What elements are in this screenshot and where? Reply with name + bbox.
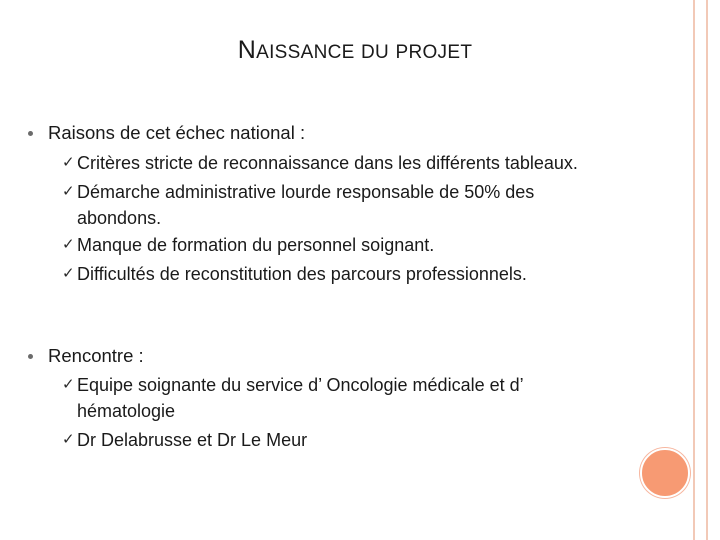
list-item-line: Equipe soignante du service d’ Oncologie médicale et d’ (77, 375, 524, 395)
list-item-text (77, 179, 662, 231)
checkmark-icon: ✓ (62, 431, 75, 448)
checkmark-icon: ✓ (62, 265, 75, 282)
list-item-line: Démarche administrative lourde responsable de 50% des (77, 182, 535, 202)
section-heading-raisons: Raisons de cet échec national : (48, 122, 306, 143)
section-heading-rencontre: Rencontre : (48, 345, 144, 366)
title-word-2: DU (361, 42, 390, 63)
checkmark-icon: ✓ (62, 236, 75, 253)
list-item-text: Dr Delabrusse et Dr Le Meur (77, 430, 308, 450)
decorative-line-left (693, 0, 695, 540)
title-word-1-rest: AISSANCE (256, 42, 355, 63)
checkmark-icon: ✓ (62, 183, 75, 200)
list-item-text: Manque de formation du personnel soignant. (77, 235, 435, 255)
list-item-line: abondons. (77, 208, 162, 228)
list-item-text: Critères stricte de reconnaissance dans les différents tableaux. (77, 153, 578, 173)
list-item-text (77, 372, 662, 424)
bullet-icon (28, 131, 33, 136)
list-item-line: hématologie (77, 401, 176, 421)
slide-title (0, 36, 710, 65)
bullet-icon (28, 354, 33, 359)
decorative-line-right (706, 0, 708, 540)
list-item-text: Difficultés de reconstitution des parcours professionnels. (77, 264, 527, 284)
checkmark-icon: ✓ (62, 376, 75, 393)
title-word-3: PROJET (395, 42, 473, 63)
title-initial: N (237, 36, 257, 64)
checkmark-icon: ✓ (62, 154, 75, 171)
decorative-circle (640, 448, 690, 498)
